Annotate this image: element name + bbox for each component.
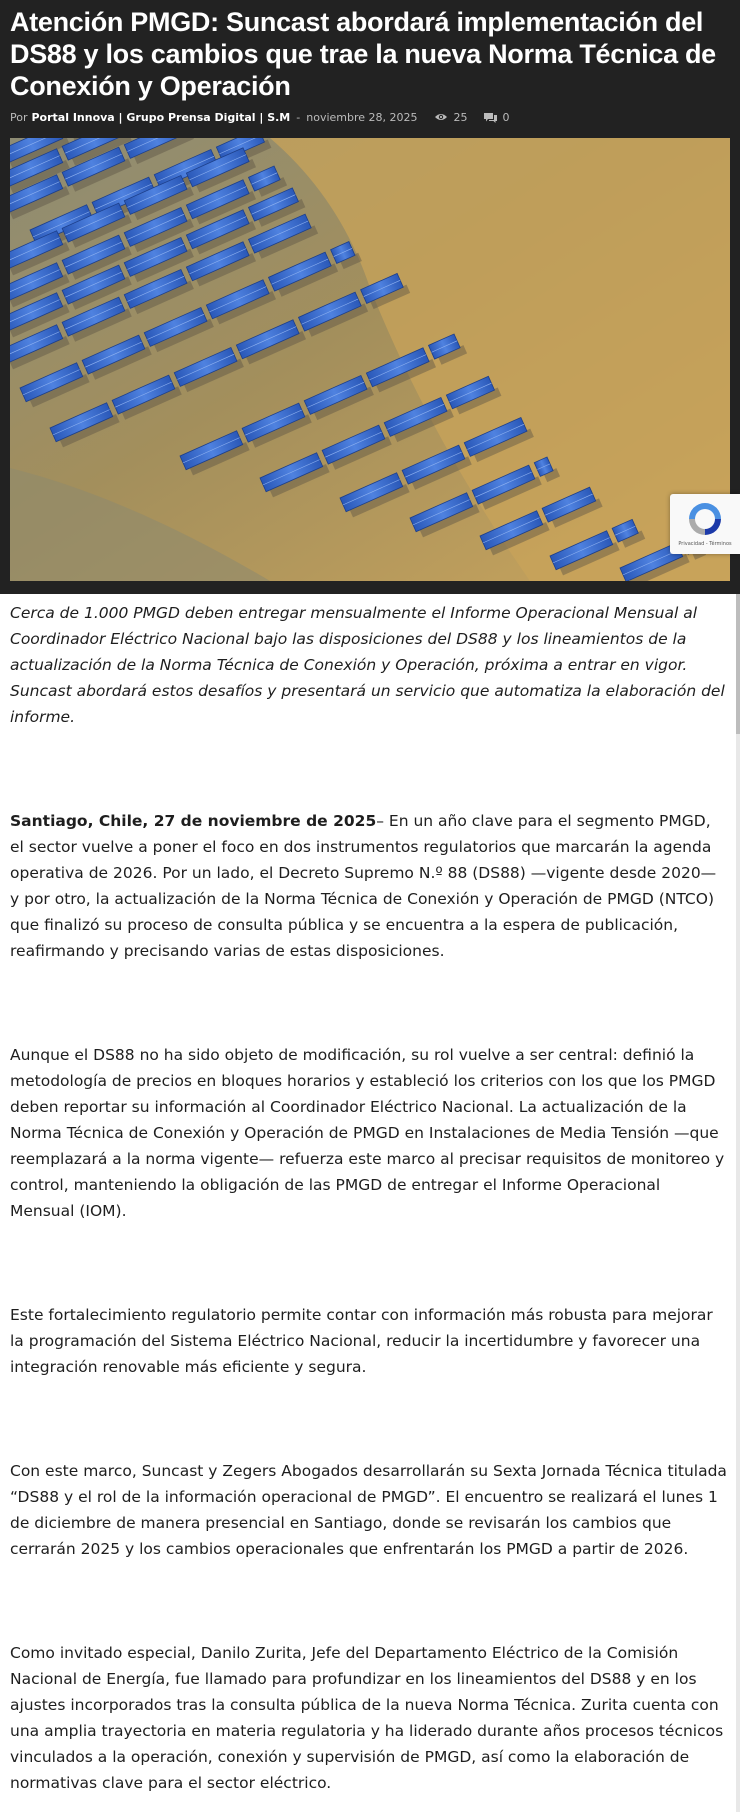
featured-image [10,138,730,581]
recaptcha-logo-icon [685,499,725,539]
views-count: 25 [453,110,468,124]
scrollbar-thumb[interactable] [736,594,740,734]
paragraph-3: Este fortalecimiento regulatorio permite contar con información más robusta para mejorar la programación del Sistema Eléctrico Nacional, reducir la incertidumbre y favorecer una integración renovable más eficiente y segura. [10,1306,713,1376]
comments-count[interactable]: 0 [502,110,510,124]
paragraph-1 [10,808,728,964]
paragraph-1-text: – En un año clave para el segmento PMGD, el sector vuelve a poner el foco en dos instrumentos regulatorios que marcarán la agenda operativa de 2026. Por un lado, el Decreto Supremo N.º 88 (DS88) —vigente desde 2020— y por otro, la actualización de la Norma Técnica de Conexión y Operación de PMGD (NTCO) que finalizó su proceso de consulta pública y se encuentra a la espera de publicación, reafirmando y precisando varias de estas disposiciones. [10,812,717,960]
publish-date: noviembre 28, 2025 [306,110,418,124]
byline-prefix: Por [10,110,28,124]
article-title: Atención PMGD: Suncast abordará implementación del DS88 y los cambios que trae la nueva Norma Técnica de Conexión y Operación [10,7,716,101]
scrollbar-track[interactable] [736,594,740,1812]
solar-farm-image [10,138,730,581]
paragraph-5: Como invitado especial, Danilo Zurita, Jefe del Departamento Eléctrico de la Comisión Nacional de Energía, fue llamado para profundizar en los lineamientos del DS88 y en los ajustes incorporados tras la consulta pública de la nueva Norma Técnica. Zurita cuenta con una amplia trayectoria en materia regulatoria y ha liderado durante años procesos técnicos vinculados a la operación, conexión y supervisión de PMGD, así como la elaboración de normativas clave para el sector eléctrico. [10,1644,724,1792]
comment-icon[interactable] [484,112,497,123]
recaptcha-terms[interactable]: Privacidad - Términos [678,541,732,547]
author-link[interactable]: Portal Innova | Grupo Prensa Digital | S.M [31,110,291,124]
recaptcha-badge[interactable] [670,494,740,554]
dateline: Santiago, Chile, 27 de noviembre de 2025 [10,812,377,830]
paragraph-2: Aunque el DS88 no ha sido objeto de modificación, su rol vuelve a ser central: definió la metodología de precios en bloques horarios y estableció los criterios con los que los PMGD deben reportar su información al Coordinador Eléctrico Nacional. La actualización de la Norma Técnica de Conexión y Operación de PMGD en Instalaciones de Media Tensión —que reemplazará a la norma vigente— refuerza este marco al precisar requisitos de monitoreo y control, manteniendo la obligación de las PMGD de entregar el Informe Operacional Mensual (IOM). [10,1046,725,1220]
article-header [0,0,740,594]
paragraph-4: Con este marco, Suncast y Zegers Abogados desarrollarán su Sexta Jornada Técnica titulada “DS88 y el rol de la información operacional de PMGD”. El encuentro se realizará el lunes 1 de diciembre de manera presencial en Santiago, donde se revisarán los cambios que cerrarán 2025 y los cambios operacionales que enfrentarán los PMGD a partir de 2026. [10,1462,727,1558]
article-lead: Cerca de 1.000 PMGD deben entregar mensualmente el Informe Operacional Mensual al Coordinador Eléctrico Nacional bajo las disposiciones del DS88 y los lineamientos de la actualización de la Norma Técnica de Conexión y Operación, próxima a entrar en vigor. Suncast abordará estos desafíos y presentará un servicio que automatiza la elaboración del informe. [10,604,725,726]
meta-separator: - [296,110,301,124]
eye-icon [434,112,448,122]
article-meta [10,108,510,126]
